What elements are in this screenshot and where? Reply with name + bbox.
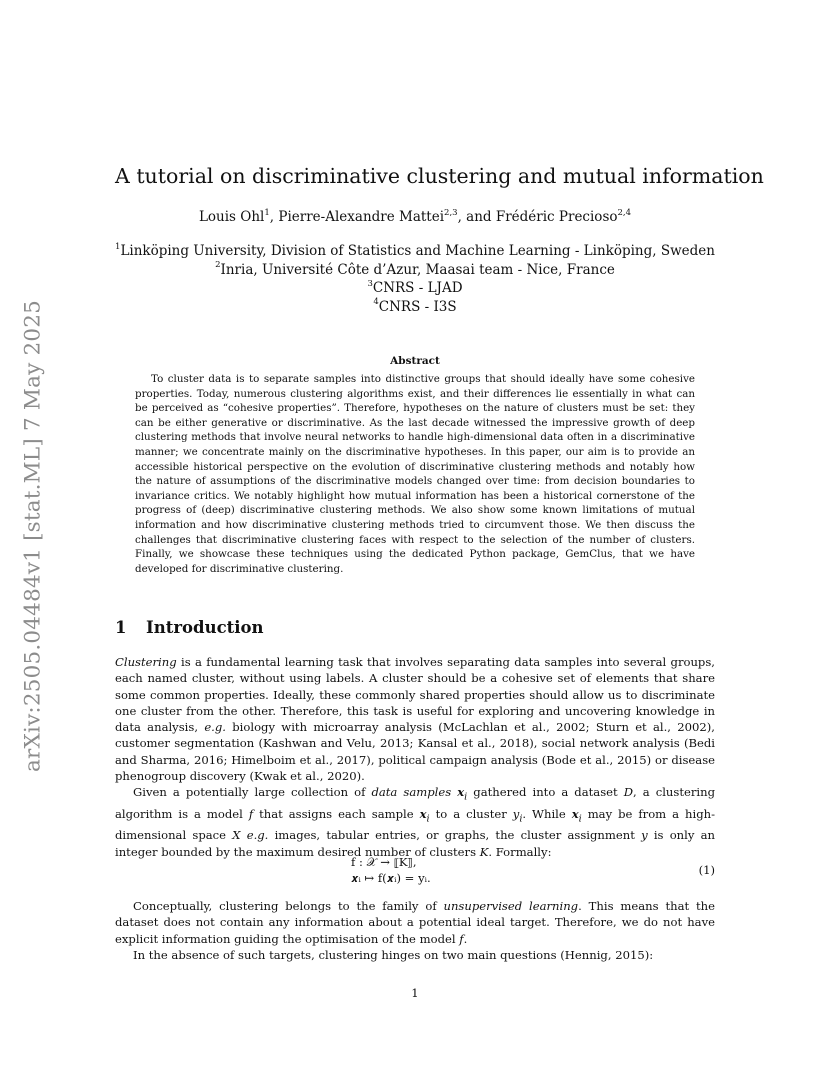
author-affiliation-mark: 1 [264,207,270,218]
author-separator: , [269,209,279,225]
author-name: Louis Ohl [198,209,265,225]
paragraph-main-questions: In the absence of such targets, clustering hinges on two main questions (Hennig, 2015): [133,948,654,962]
affiliation-mark: 4 [373,297,379,307]
math-symbol: X [232,828,241,843]
text-run: biology with microarray analysis (McLachlan et al., 2002; Sturn et al., 2002), customer segmentation (Kashwan and Velu, 2013; Kansal et al., 2018), social network analysis (Bedi and Sharma, 2016; Himelboim et al., 2017), political campaign analysis (Bode et al., 2015) or disease phenogroup discovery (Kwak et al., 2020). [115,720,715,784]
equation-lines [351,854,431,887]
affiliation-text: CNRS - LJAD [372,280,463,296]
author-affiliation-mark: 2,4 [617,207,632,218]
affiliation-text: Inria, Université Côte d’Azur, Maasai team - Nice, France [220,261,615,278]
math-symbol: x [419,806,427,821]
text-run: . Formally: [488,844,552,859]
equation-block [115,854,715,890]
text-run: Given a potentially large collection of [133,785,372,799]
section-title: Introduction [146,618,264,637]
affiliation-line [115,261,715,280]
abstract-text: To cluster data is to separate samples into distinctive groups that should ideally have some cohesive properties. Today, numerous clustering algorithms exist, and their differences lie essentially in what can be perceived as “cohesive properties”. Therefore, hypotheses on the nature of clusters must be set: they can be either generative or discriminative. As the last decade witnessed the impressive growth of deep clustering methods that involve neural networks to handle high-dimensional data often in a discriminative manner; we concentrate mainly on the discriminative hypotheses. In this paper, our aim is to provide an accessible historical perspective on the evolution of discriminative clustering methods and notably how the nature of assumptions of the discriminative models changed over time: from decision boundaries to invariance critics. We notably highlight how mutual information has been a historical cornerstone of the progress of (deep) discriminative clustering methods. We also show some known limitations of mutual information and how discriminative clustering methods tried to circumvent those. We then discuss the challenges that discriminative clustering faces with respect to the selection of the number of clusters. Finally, we showcase these techniques using the dedicated Python package, GemClus, that we have developed for discriminative clustering. [135,373,695,575]
math-symbol: y [641,828,648,843]
author-name: Frédéric Precioso [495,209,618,225]
affiliation-line [115,298,715,317]
math-subscript: i [426,812,430,824]
arxiv-identifier: arXiv:2505.04484v1 [stat.ML] 7 May 2025 [20,300,46,772]
text-run: . [463,931,468,946]
text-run: is a fundamental learning task that involves separating data samples into several groups, each named cluster, without using labels. A cluster should be a cohesive set of elements that share some common properties. Ideally, these commonly shared properties should allow us to discriminate one cluster from the other. Therefore, this task is useful for exploring and uncovering knowledge in data analysis, [115,655,715,735]
emphasis-term: data samples [371,785,452,799]
text-run: to a cluster [429,806,513,821]
math-symbol: f [248,806,254,821]
affiliation-mark: 1 [115,241,121,252]
affiliation-line [115,279,715,298]
math-symbol: x [571,806,579,821]
text-run: that assigns each sample [253,806,420,821]
abstract-heading: Abstract [390,355,440,367]
math-symbol: D [623,785,634,799]
affiliation-mark: 2 [215,260,221,270]
text-run: is only an integer bounded by the maximum desired number of clusters [115,828,715,859]
paragraph-clustering-definition [115,654,715,784]
math-subscript: i [464,791,468,803]
emphasis-term: unsupervised learning [443,899,579,913]
emphasis-term: Clustering [115,655,177,669]
text-run: may be from a high-dimensional space [115,806,716,843]
affiliation-mark: 3 [367,278,373,289]
math-symbol: x [457,785,465,799]
affiliation-text: Linköping University, Division of Statistics and Machine Learning - Linköping, Sweden [120,243,715,259]
author-list [115,209,715,225]
equation-line: f : 𝒳 → ⟦K⟧, [351,855,417,869]
math-subscript: i [519,812,523,824]
math-symbol: f [459,931,464,946]
math-subscript: i [578,812,582,824]
paragraph-unsupervised [115,898,715,947]
text-run: gathered into a dataset [467,785,624,799]
math-symbol: y [512,806,520,821]
affiliation-line [115,242,715,261]
text-run: , a clustering algorithm is a model [115,785,715,821]
author-separator: , and [457,209,496,225]
section-heading [115,618,264,637]
text-run: Conceptually, clustering belongs to the family of [133,899,444,913]
equation-line: 𝒙ᵢ ↦ f(𝒙ᵢ) = yᵢ. [351,871,431,886]
paper-title: A tutorial on discriminative clustering and mutual information [115,164,764,188]
text-run: . This means that the dataset does not contain any information about a potential ideal target. Therefore, we do not have explicit information guiding the optimisation of the model [115,899,716,946]
text-run: images, tabular entries, or graphs, the cluster assignment [268,828,642,843]
equation-number: (1) [698,863,715,877]
page-number: 1 [411,986,419,1000]
affiliation-list [115,242,715,316]
author-name: Pierre-Alexandre Mattei [278,209,445,225]
affiliation-text: CNRS - I3S [378,298,457,315]
text-run: . While [522,806,572,821]
section-number: 1 [115,618,127,637]
author-affiliation-mark: 2,3 [444,207,458,218]
paragraph-formal-setup [115,784,715,860]
emphasis-term: e.g. [204,720,226,735]
math-symbol: K [479,844,489,859]
emphasis-term: e.g. [246,828,269,843]
